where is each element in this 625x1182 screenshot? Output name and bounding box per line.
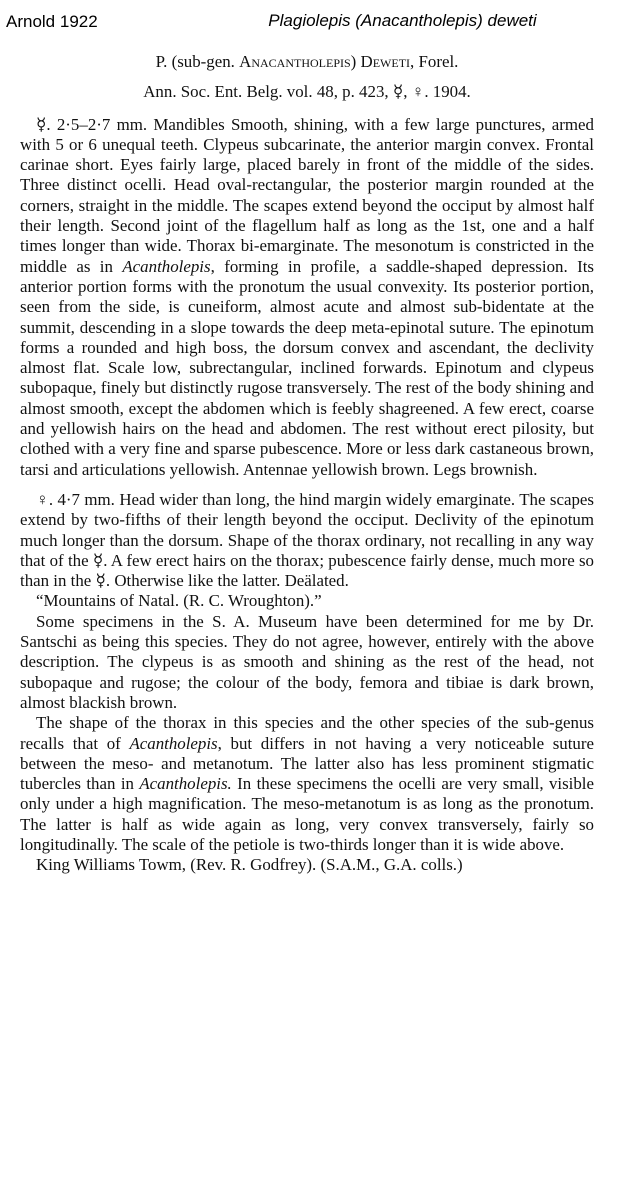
worker-description bbox=[20, 115, 594, 480]
citation: Ann. Soc. Ent. Belg. vol. 48, p. 423, ☿, ♀. 1904. bbox=[143, 82, 471, 102]
header-author-year: Arnold 1922 bbox=[6, 12, 98, 31]
remark-santschi: Some specimens in the S. A. Museum have been determined for me by Dr. Santschi as being this species. They do not agree, however, entirely with the above description. The clypeus is as smooth and shining as the rest of the head, not subopaque and rugose; the colour of the body, femora and tibiae is dark brown, almost blackish brown. bbox=[20, 611, 594, 712]
remark-thorax bbox=[20, 713, 594, 855]
genus-acantholepis-1: Acantholepis bbox=[122, 256, 211, 276]
locality-king-williams: King Williams Towm, (Rev. R. Godfrey). (S.A.M., G.A. colls.) bbox=[36, 855, 463, 875]
genus-acantholepis-2: Acantholepis bbox=[129, 733, 218, 753]
locality-natal: “Mountains of Natal. (R. C. Wroughton).” bbox=[36, 591, 322, 611]
title-prefix: P. (sub-gen. bbox=[155, 52, 240, 71]
title-suffix: , Forel. bbox=[410, 52, 459, 71]
worker-text-1: ☿. 2·5–2·7 mm. Mandibles Smooth, shining, with a few large punctures, armed with 5 or 6 unequal teeth. Clypeus subcarinate, the anterior margin convex. Frontal carinae short. Eyes fairly large, placed barely in front of the middle of the sides. Three distinct ocelli. Head oval-rectangular, the posterior margin rounded at the corners, straight in the middle. The scapes extend beyond the occiput by almost half their length. Second joint of the flagellum half as long as the 1st, one and a half times longer than wide. Thorax bi-emarginate. The mesonotum is constricted in the middle as in bbox=[20, 114, 594, 276]
female-description: ♀. 4·7 mm. Head wider than long, the hind margin widely emarginate. The scapes extend by two-fifths of their length beyond the occiput. Declivity of the epinotum much longer than the dorsum. Shape of the thorax ordinary, not recalling in any way that of the ☿. A few erect hairs on the thorax; pubescence fairly dense, much more so than in the ☿. Otherwise like the latter. Deälated. bbox=[20, 489, 594, 591]
species-title bbox=[20, 52, 594, 72]
remark-text-b: , but differs in not having a very noticeable suture between the meso- and metanotum. The latter also has less prominent stigmatic tubercles than in bbox=[20, 733, 594, 794]
title-species: Deweti bbox=[360, 52, 411, 71]
genus-acantholepis-3: Acantholepis. bbox=[139, 774, 232, 794]
remark-text-a: The shape of the thorax in this species and the other species of the sub-genus recalls that of bbox=[20, 713, 594, 753]
document-body bbox=[20, 52, 594, 876]
worker-text-2: , forming in profile, a saddle-shaped depression. Its anterior portion forms with the pronotum the usual convexity. Its posterior portion, seen from the side, is cuneiform, almost acute and almost sub-bidentate at the summit, descending in a slope towards the deep meta-epinotal suture. The epinotum forms a rounded and high boss, the dorsum convex and ascendant, the declivity almost flat. Scale low, subrectangular, inclined forwards. Epinotum and clypeus subopaque, finely but distinctly rugose transversely. The rest of the body shining and almost smooth, except the abdomen which is feebly shagreened. A few erect, coarse and yellowish hairs on the head and abdomen. The rest without erect pilosity, but clothed with a very fine and sparse pubescence. More or less dark castaneous brown, tarsi and articulations yellowish. Antennae yellowish brown. Legs brownish. bbox=[20, 256, 594, 479]
remark-text-c: In these specimens the ocelli are very small, visible only under a high magnification. The meso-metanotum is as long as the pronotum. The latter is half as wide again as long, very convex transversely, fairly so longitudinally. The scale of the petiole is two-thirds longer than it is wide above. bbox=[20, 774, 594, 854]
title-subgenus: Anacantholepis bbox=[239, 52, 351, 71]
title-mid: ) bbox=[350, 52, 361, 71]
header-taxon: Plagiolepis (Anacantholepis) deweti bbox=[268, 11, 537, 30]
